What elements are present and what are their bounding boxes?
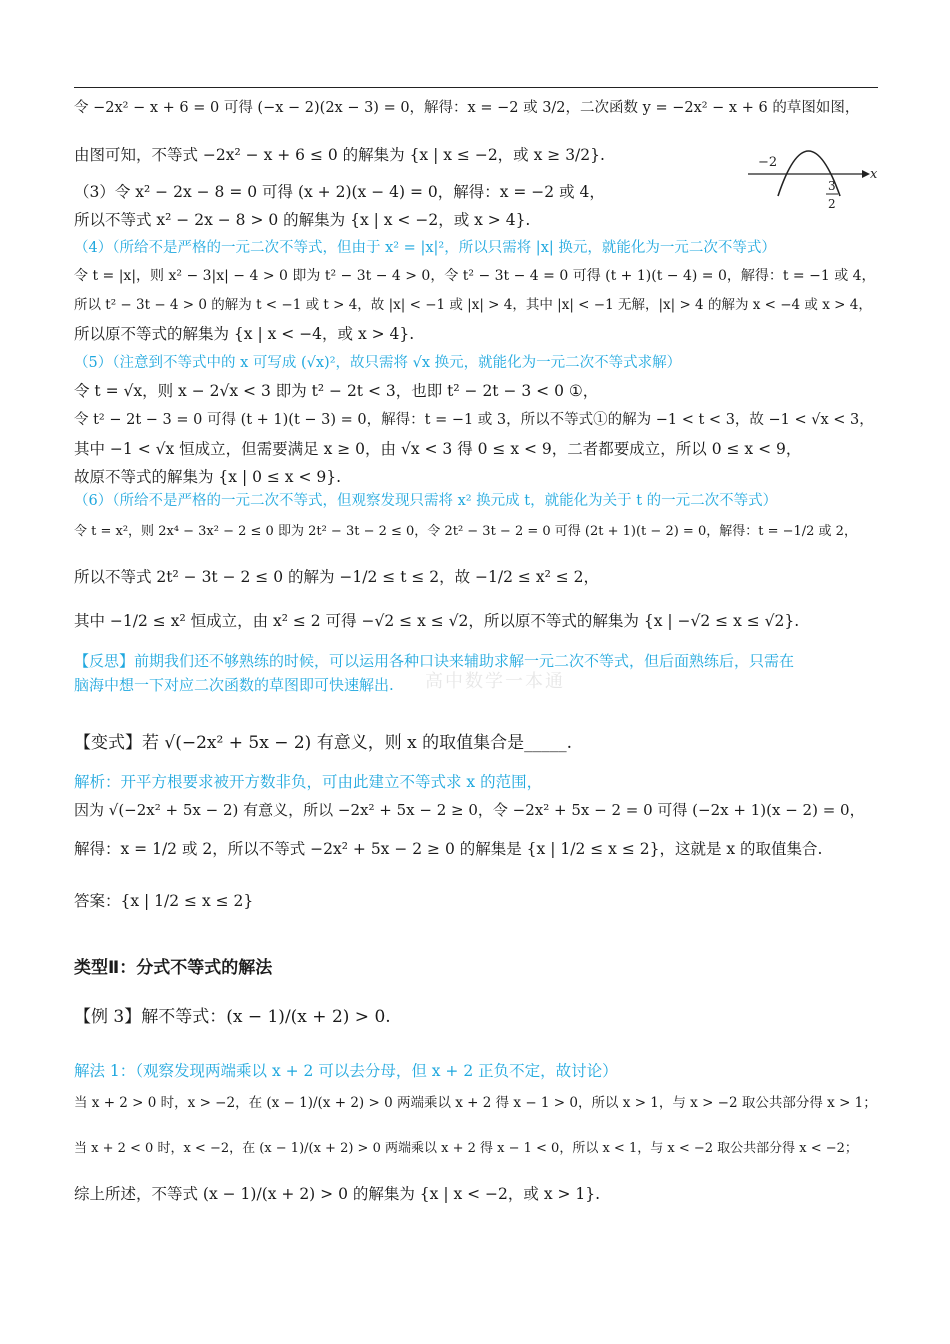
variant-question: 【变式】若 √(−2x² + 5x − 2) 有意义，则 x 的取值集合是_____. [74,733,572,753]
text-line-3: （3）令 x² − 2x − 8 = 0 可得 (x + 2)(x − 4) = 0，解得：x = −2 或 4， [74,183,605,201]
analysis-line-1: 因为 √(−2x² + 5x − 2) 有意义，所以 −2x² + 5x − 2 ≥ 0，令 −2x² + 5x − 2 = 0 可得 (−2x + 1)(x − 2) = 0， [74,801,865,819]
analysis-line-2: 解得：x = 1/2 或 2，所以不等式 −2x² + 5x − 2 ≥ 0 的解集是 {x | 1/2 ≤ x ≤ 2}，这就是 x 的取值集合. [74,840,823,858]
watermark: 高中数学一本通 [425,671,565,692]
text-line-10: 令 t = √x，则 x − 2√x < 3 即为 t² − 2t < 3，也即 t² − 2t − 3 < 0 ①， [74,382,599,400]
root-right-den: 2 [828,197,836,211]
reflection-line-2: 脑海中想一下对应二次函数的草图即可快速解出. [74,676,394,694]
axis-label: x [870,167,878,182]
solution-1-heading: 解法 1：（观察发现两端乘以 x + 2 可以去分母，但 x + 2 正负不定，故讨论） [74,1062,618,1080]
root-right-num: 3 [828,179,836,193]
solution-line-2: 当 x + 2 < 0 时，x < −2，在 (x − 1)/(x + 2) > 0 两端乘以 x + 2 得 x − 1 < 0，所以 x < 1，与 x < −2 取公共部分得 x < −2； [74,1141,858,1156]
text-line-17: 其中 −1/2 ≤ x² 恒成立，由 x² ≤ 2 可得 −√2 ≤ x ≤ √2，所以原不等式的解集为 {x | −√2 ≤ x ≤ √2}. [74,612,800,630]
text-line-11: 令 t² − 2t − 3 = 0 可得 (t + 1)(t − 3) = 0，解得：t = −1 或 3，所以不等式①的解为 −1 < t < 3，故 −1 < √x < 3， [74,412,874,428]
text-line-1: 令 −2x² − x + 6 = 0 可得 (−x − 2)(2x − 3) = 0，解得：x = −2 或 3/2，二次函数 y = −2x² − x + 6 的草图如图， [74,100,860,116]
header-rule [74,87,878,88]
hint-line-5: （5）（注意到不等式中的 x 可写成 (√x)²，故只需将 √x 换元，就能化为一元二次不等式求解） [74,355,682,371]
solution-line-1: 当 x + 2 > 0 时，x > −2，在 (x − 1)/(x + 2) > 0 两端乘以 x + 2 得 x − 1 > 0，所以 x > 1，与 x > −2 取公共部分得 x > 1； [74,1095,877,1111]
text-line-16: 所以不等式 2t² − 3t − 2 ≤ 0 的解为 −1/2 ≤ t ≤ 2，故 −1/2 ≤ x² ≤ 2， [74,568,599,586]
answer-line: 答案：{x | 1/2 ≤ x ≤ 2} [74,892,254,910]
text-line-15: 令 t = x²，则 2x⁴ − 3x² − 2 ≤ 0 即为 2t² − 3t − 2 ≤ 0，令 2t² − 3t − 2 = 0 可得 (2t + 1)(t − 2) = 0，解得：t = −1/2 或 2， [74,524,857,539]
text-line-8: 所以原不等式的解集为 {x | x < −4，或 x > 4}. [74,325,415,343]
section-heading: 类型Ⅱ：分式不等式的解法 [74,958,273,978]
example-3: 【例 3】解不等式：(x − 1)/(x + 2) > 0. [74,1007,391,1027]
text-line-12: 其中 −1 < √x 恒成立，但需要满足 x ≥ 0，由 √x < 3 得 0 ≤ x < 9，二者都要成立，所以 0 ≤ x < 9， [74,440,802,458]
reflection-line-1: 【反思】前期我们还不够熟练的时候，可以运用各种口诀来辅助求解一元二次不等式，但后面熟练后，只需在 [74,652,795,670]
text-line-6: 令 t = |x|，则 x² − 3|x| − 4 > 0 即为 t² − 3t − 4 > 0，令 t² − 3t − 4 = 0 可得 (t + 1)(t − 4) = 0，解得：t = −1 或 4， [74,268,876,284]
root-left-label: −2 [758,155,778,170]
analysis-hint: 解析：开平方根要求被开方数非负，可由此建立不等式求 x 的范围， [74,773,543,791]
hint-line-4: （4）（所给不是严格的一元二次不等式，但由于 x² = |x|²，所以只需将 |x| 换元，就能化为一元二次不等式） [74,240,776,256]
hint-line-6: （6）（所给不是严格的一元二次不等式，但观察发现只需将 x² 换元成 t，就能化为关于 t 的一元二次不等式） [74,493,778,509]
text-line-2: 由图可知，不等式 −2x² − x + 6 ≤ 0 的解集为 {x | x ≤ −2，或 x ≥ 3/2}. [74,146,605,164]
x-axis-arrow [862,170,870,178]
text-line-7: 所以 t² − 3t − 4 > 0 的解为 t < −1 或 t > 4，故 |x| < −1 或 |x| > 4，其中 |x| < −1 无解，|x| > 4 的解为 x < −4 或 x > 4， [74,297,872,313]
text-line-13: 故原不等式的解集为 {x | 0 ≤ x < 9}. [74,468,342,486]
solution-conclusion: 综上所述，不等式 (x − 1)/(x + 2) > 0 的解集为 {x | x < −2，或 x > 1}. [74,1185,601,1203]
text-line-4: 所以不等式 x² − 2x − 8 > 0 的解集为 {x | x < −2，或 x > 4}. [74,211,531,229]
parabola-sketch [744,134,880,218]
